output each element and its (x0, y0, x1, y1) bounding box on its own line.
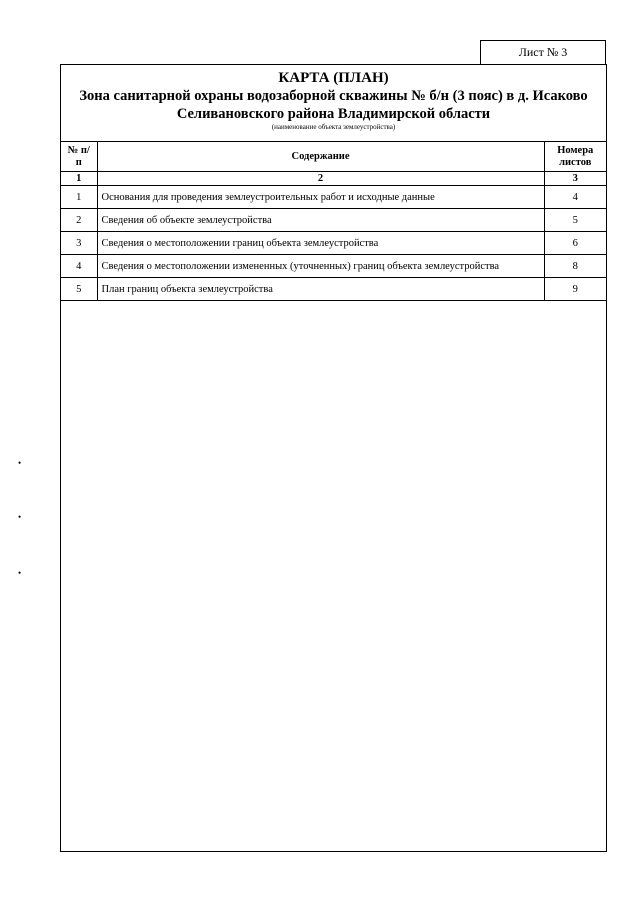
table-row (61, 209, 606, 232)
column-header-pages: Номера листов (544, 142, 606, 172)
row-number: 1 (61, 186, 97, 209)
scan-mark: • (18, 458, 22, 468)
column-index-3: 3 (544, 172, 606, 186)
row-number: 5 (61, 278, 97, 301)
table-row (61, 255, 606, 278)
table-row (61, 186, 606, 209)
column-index-2: 2 (97, 172, 544, 186)
document-frame (60, 64, 607, 852)
column-index-row (61, 172, 606, 186)
table-row (61, 232, 606, 255)
column-index-1: 1 (61, 172, 97, 186)
document-title: КАРТА (ПЛАН) (278, 70, 389, 86)
row-content: Сведения о местоположении измененных (уточненных) границ объекта землеустройства (97, 255, 544, 278)
row-number: 4 (61, 255, 97, 278)
column-header-content: Содержание (97, 142, 544, 172)
document-subtitle-line-1: Зона санитарной охраны водозаборной скважины № б/н (3 пояс) в д. Исаково (79, 88, 588, 104)
table-header-row (61, 142, 606, 172)
scan-mark: • (18, 568, 22, 578)
object-name-caption: (наименование объекта землеустройства) (271, 123, 396, 131)
document-subtitle-line-2: Селивановского района Владимирской области (176, 106, 491, 122)
row-number: 2 (61, 209, 97, 232)
contents-table (61, 141, 606, 301)
table-row (61, 278, 606, 301)
column-header-number: № п/п (61, 142, 97, 172)
scan-mark: • (18, 512, 22, 522)
row-number: 3 (61, 232, 97, 255)
row-pages: 5 (544, 209, 606, 232)
row-content: Основания для проведения землеустроительных работ и исходные данные (97, 186, 544, 209)
row-content: Сведения о местоположении границ объекта землеустройства (97, 232, 544, 255)
row-pages: 4 (544, 186, 606, 209)
row-pages: 6 (544, 232, 606, 255)
row-pages: 8 (544, 255, 606, 278)
row-content: Сведения об объекте землеустройства (97, 209, 544, 232)
row-pages: 9 (544, 278, 606, 301)
row-content: План границ объекта землеустройства (97, 278, 544, 301)
document-header (61, 69, 606, 132)
sheet-number-label: Лист № 3 (480, 40, 606, 64)
